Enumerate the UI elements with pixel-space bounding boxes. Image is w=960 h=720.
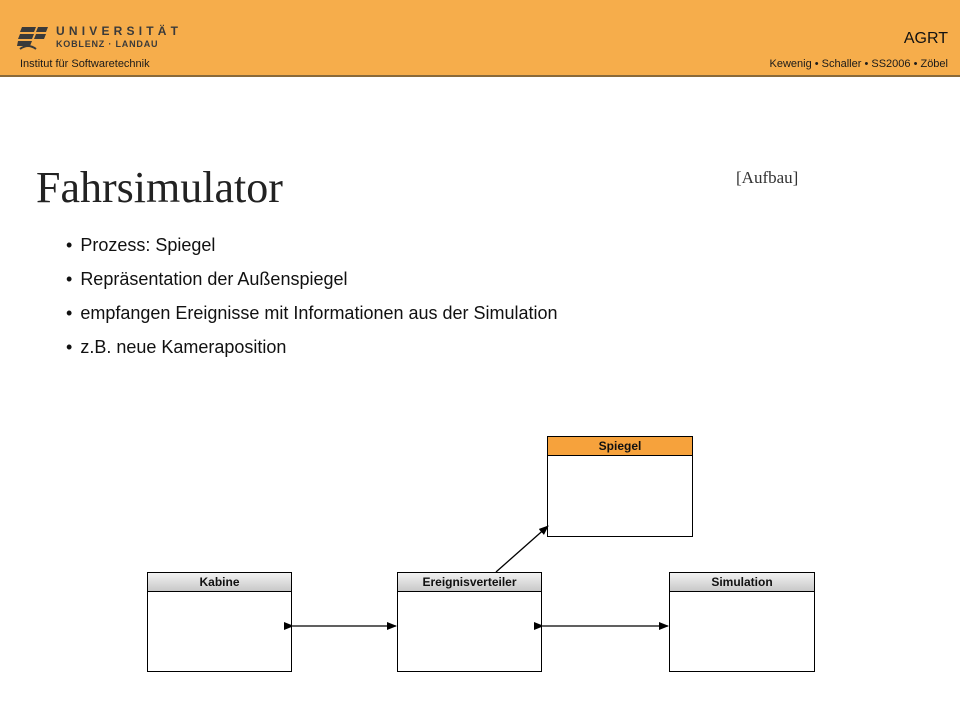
bullet-item: • Prozess: Spiegel (66, 232, 558, 266)
bullet-item: • z.B. neue Kameraposition (66, 334, 558, 368)
university-name: UNIVERSITÄT (56, 24, 183, 38)
simulation-box-label: Simulation (670, 573, 814, 592)
ereignis-spiegel-arrow (496, 526, 548, 572)
university-location: KOBLENZ · LANDAU (56, 39, 159, 49)
spiegel-box-label: Spiegel (548, 437, 692, 456)
institute-name: Institut für Softwaretechnik (20, 58, 150, 70)
course-name: AGRT (903, 30, 948, 47)
bullet-item: • empfangen Ereignisse mit Informationen aus der Simulation (66, 300, 558, 334)
section-label: [Aufbau] (736, 168, 799, 187)
slide-title: Fahrsimulator (36, 163, 283, 212)
authors-line: Kewenig • Schaller • SS2006 • Zöbel (769, 58, 948, 70)
bullet-item: • Repräsentation der Außenspiegel (66, 266, 558, 300)
ereignisverteiler-box-label: Ereignisverteiler (398, 573, 541, 592)
kabine-box-label: Kabine (148, 573, 291, 592)
